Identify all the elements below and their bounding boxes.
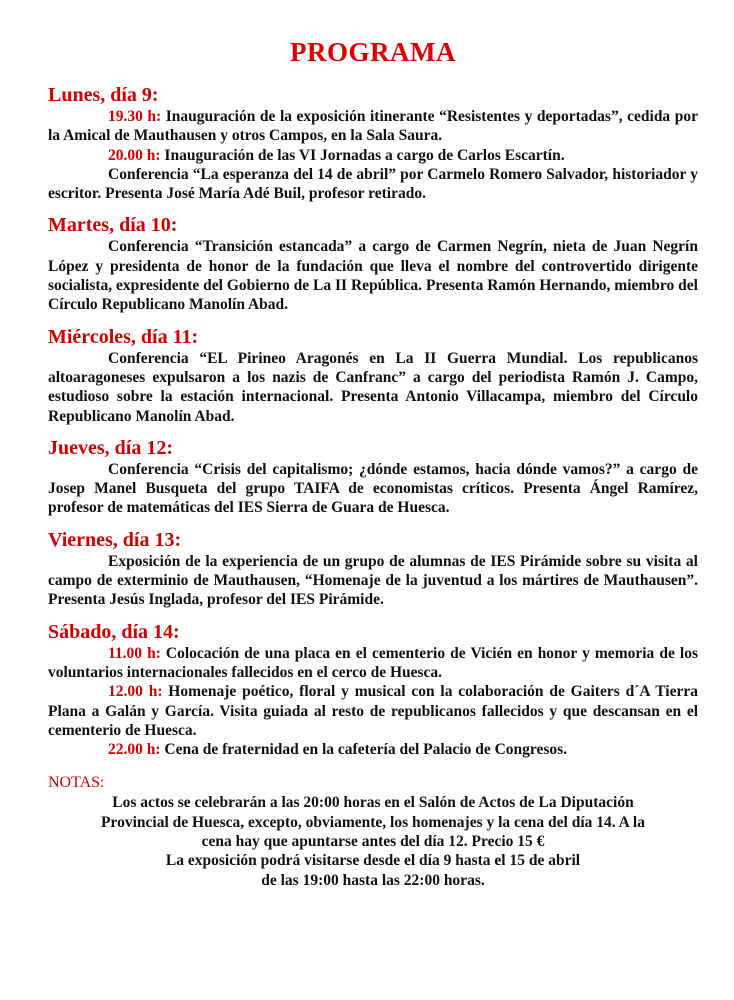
event-description: Conferencia “Transición estancada” a cargo de Carmen Negrín, nieta de Juan Negrín López y presidenta de honor de la fundación que lleva el nombre del controvertido dirigente socialista, expresidente del Gobierno de La II República. Presenta Ramón Hernando, miembro del Círculo Republicano Manolín Abad.: [48, 238, 698, 314]
program-days: [48, 84, 698, 759]
document-page: [48, 36, 698, 890]
day-heading: Lunes, día 9:: [48, 84, 159, 106]
day-section: [48, 621, 698, 760]
event-description: Colocación de una placa en el cementerio de Vicién en honor y memoria de los voluntarios internacionales fallecidos en el cerco de Huesca.: [48, 644, 698, 681]
event-description: Inauguración de las VI Jornadas a cargo de Carlos Escartín.: [160, 146, 565, 164]
event-item: [48, 460, 698, 518]
day-section: [48, 214, 698, 314]
notes-section: [48, 773, 698, 889]
day-heading: Viernes, día 13:: [48, 528, 182, 551]
day-section: [48, 326, 698, 426]
event-item: [48, 146, 698, 165]
day-heading: Miércoles, día 11:: [48, 325, 199, 348]
day-heading: Sábado, día 14:: [48, 620, 180, 643]
event-time: 19.30 h:: [108, 108, 162, 125]
event-item: [48, 552, 698, 610]
event-time: 12.00 h:: [108, 683, 163, 701]
event-time: 20.00 h:: [108, 146, 161, 164]
day-section: [48, 529, 698, 610]
event-description: Conferencia “Crisis del capitalismo; ¿dónde estamos, hacia dónde vamos?” a cargo de Josep Manel Busqueta del grupo TAIFA de economistas críticos. Presenta Ángel Ramírez, profesor de matemáticas del IES Sierra de Guara de Huesca.: [48, 460, 698, 517]
event-description: Homenaje poético, floral y musical con la colaboración de Gaiters d´A Tierra Plana a Galán y García. Visita guiada al resto de republicanos fallecidos y que descansan en el cementerio de Huesca.: [48, 683, 698, 739]
event-item: [48, 644, 698, 683]
event-item: [48, 349, 698, 426]
event-description: Conferencia “EL Pirineo Aragonés en La II Guerra Mundial. Los republicanos altoaragoneses expulsaron a los nazis de Canfranc” a cargo del periodista Ramón J. Campo, estudioso sobre la estación internacional. Presenta Antonio Villacampa, miembro del Círculo Republicano Manolín Abad.: [48, 349, 698, 425]
event-description: Cena de fraternidad en la cafetería del Palacio de Congresos.: [160, 741, 568, 759]
event-description: Exposición de la experiencia de un grupo de alumnas de IES Pirámide sobre su visita al campo de exterminio de Mauthausen, “Homenaje de la juventud a los mártires de Mauthausen”. Presenta Jesús Inglada, profesor del IES Pirámide.: [48, 552, 698, 609]
event-item: [48, 740, 698, 759]
day-heading: Jueves, día 12:: [48, 436, 173, 459]
event-description: Conferencia “La esperanza del 14 de abril” por Carmelo Romero Salvador, historiador y escritor. Presenta José María Adé Buil, profesor retirado.: [48, 165, 698, 203]
event-item: [48, 237, 698, 314]
day-heading: Martes, día 10:: [48, 214, 178, 237]
page-title: PROGRAMA: [290, 37, 456, 67]
event-time: 11.00 h:: [108, 644, 161, 662]
event-item: [48, 107, 698, 146]
notes-heading: NOTAS:: [48, 774, 105, 792]
note-line: Provincial de Huesca, excepto, obviamente, los homenajes y la cena del día 14. A la: [101, 813, 645, 831]
event-item: [48, 165, 698, 204]
note-line: de las 19:00 hasta las 22:00 horas.: [261, 871, 485, 889]
event-description: Inauguración de la exposición itinerante “Resistentes y deportadas”, cedida por la Amical de Mauthausen y otros Campos, en la Sala Saura.: [48, 108, 698, 145]
event-time: 22.00 h:: [108, 741, 161, 759]
note-line: La exposición podrá visitarse desde el día 9 hasta el 15 de abril: [165, 852, 581, 870]
day-section: [48, 437, 698, 518]
note-line: Los actos se celebrarán a las 20:00 horas en el Salón de Actos de La Diputación: [112, 794, 634, 812]
day-section: [48, 84, 698, 203]
note-line: cena hay que apuntarse antes del día 12. Precio 15 €: [201, 833, 545, 851]
event-item: [48, 682, 698, 740]
